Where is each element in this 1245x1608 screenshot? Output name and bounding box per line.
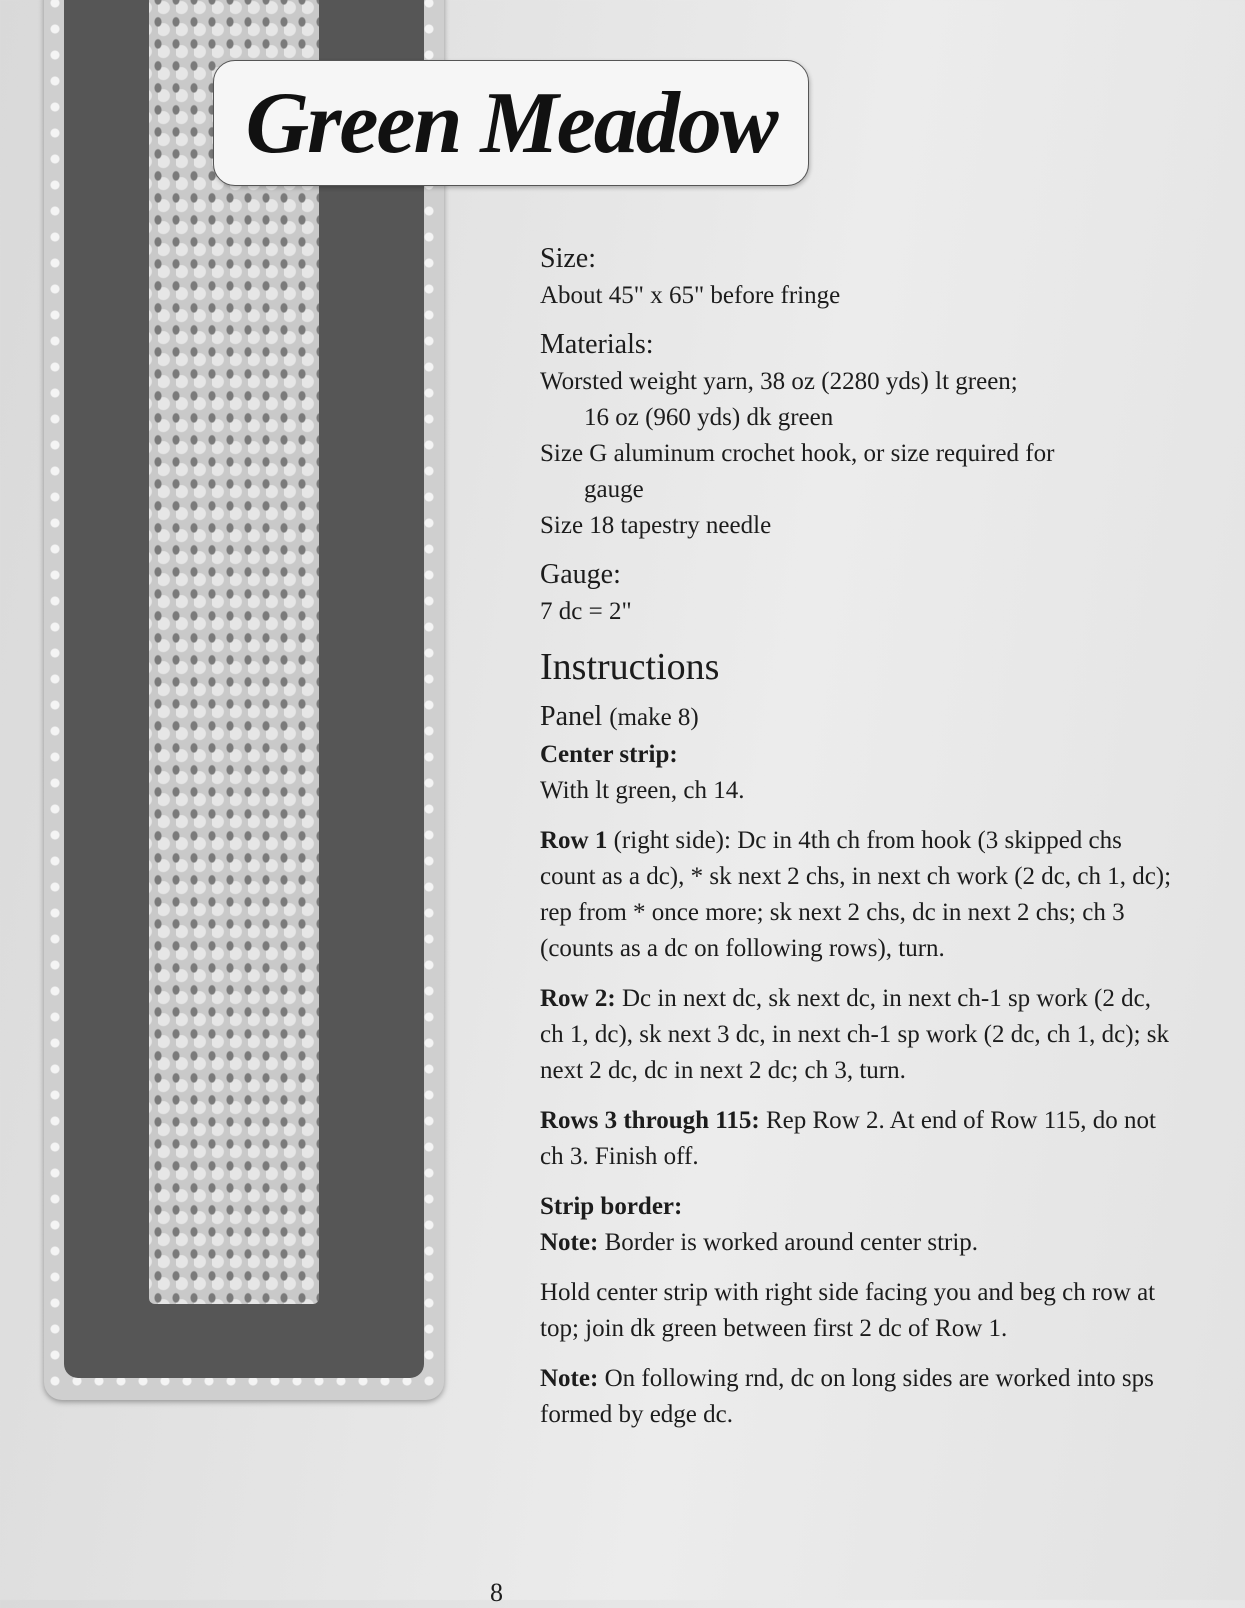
rows3-text: Rep Row 2. At end of Row 115, do not ch 3. Finish off. — [540, 1107, 1157, 1170]
row2-text: Dc in next dc, sk next dc, in next ch-1 sp work (2 dc, ch 1, dc), sk next 3 dc, in next ch-1 sp work (2 dc, ch 1, dc); sk next 2 dc, dc in next 2 dc; ch 3, turn. — [540, 985, 1170, 1084]
row1-label: Row 1 — [540, 827, 608, 854]
page-number: 8 — [490, 1578, 503, 1607]
note1-label: Note: — [540, 1229, 599, 1256]
note2-text: On following rnd, dc on long sides are worked into sps formed by edge dc. — [540, 1365, 1154, 1428]
row1-side: (right side): — [607, 827, 731, 854]
row2-label: Row 2: — [540, 985, 616, 1012]
materials-heading: Materials: — [540, 329, 654, 360]
rows3-paragraph — [540, 1103, 1180, 1175]
row2-paragraph — [540, 981, 1180, 1089]
panel-label: Panel — [540, 701, 603, 732]
materials-line: Size 18 tapestry needle — [540, 512, 772, 539]
note1-paragraph — [540, 1225, 1180, 1261]
note1-text: Border is worked around center strip. — [598, 1229, 979, 1256]
size-text: About 45" x 65" before fringe — [540, 282, 841, 309]
page-title: Green Meadow — [245, 74, 777, 172]
crochet-panel-illustration — [44, 0, 444, 1400]
rows3-label: Rows 3 through 115: — [540, 1107, 760, 1134]
gauge-heading: Gauge: — [540, 559, 621, 590]
row1-text: Dc in 4th ch from hook (3 skipped chs count as a dc), * sk next 2 chs, in next ch work (2 dc, ch 1, dc); rep from * once more; sk next 2 chs, dc in next 2 chs; ch 3 (counts as a dc on following rows), turn. — [540, 827, 1172, 962]
strip-border-heading: Strip border: — [540, 1193, 683, 1220]
pattern-text — [540, 240, 1180, 1433]
center-strip-text: With lt green, ch 14. — [540, 777, 745, 804]
instructions-heading: Instructions — [540, 646, 720, 688]
panel-heading — [540, 698, 1180, 737]
title-box — [213, 60, 809, 186]
materials-line: Worsted weight yarn, 38 oz (2280 yds) lt green; — [540, 368, 1018, 395]
materials-line: gauge — [584, 476, 644, 503]
hold-paragraph: Hold center strip with right side facing you and beg ch row at top; join dk green between first 2 dc of Row 1. — [540, 1279, 1156, 1342]
materials-line: Size G aluminum crochet hook, or size required for — [540, 440, 1055, 467]
note2-label: Note: — [540, 1365, 599, 1392]
panel-note: (make 8) — [609, 704, 699, 731]
note2-paragraph — [540, 1361, 1180, 1433]
panel-center-strip — [149, 0, 319, 1304]
center-strip-heading: Center strip: — [540, 741, 678, 768]
materials-line: 16 oz (960 yds) dk green — [584, 404, 834, 431]
gauge-text: 7 dc = 2" — [540, 598, 632, 625]
size-heading: Size: — [540, 243, 596, 274]
row1-paragraph — [540, 823, 1180, 967]
